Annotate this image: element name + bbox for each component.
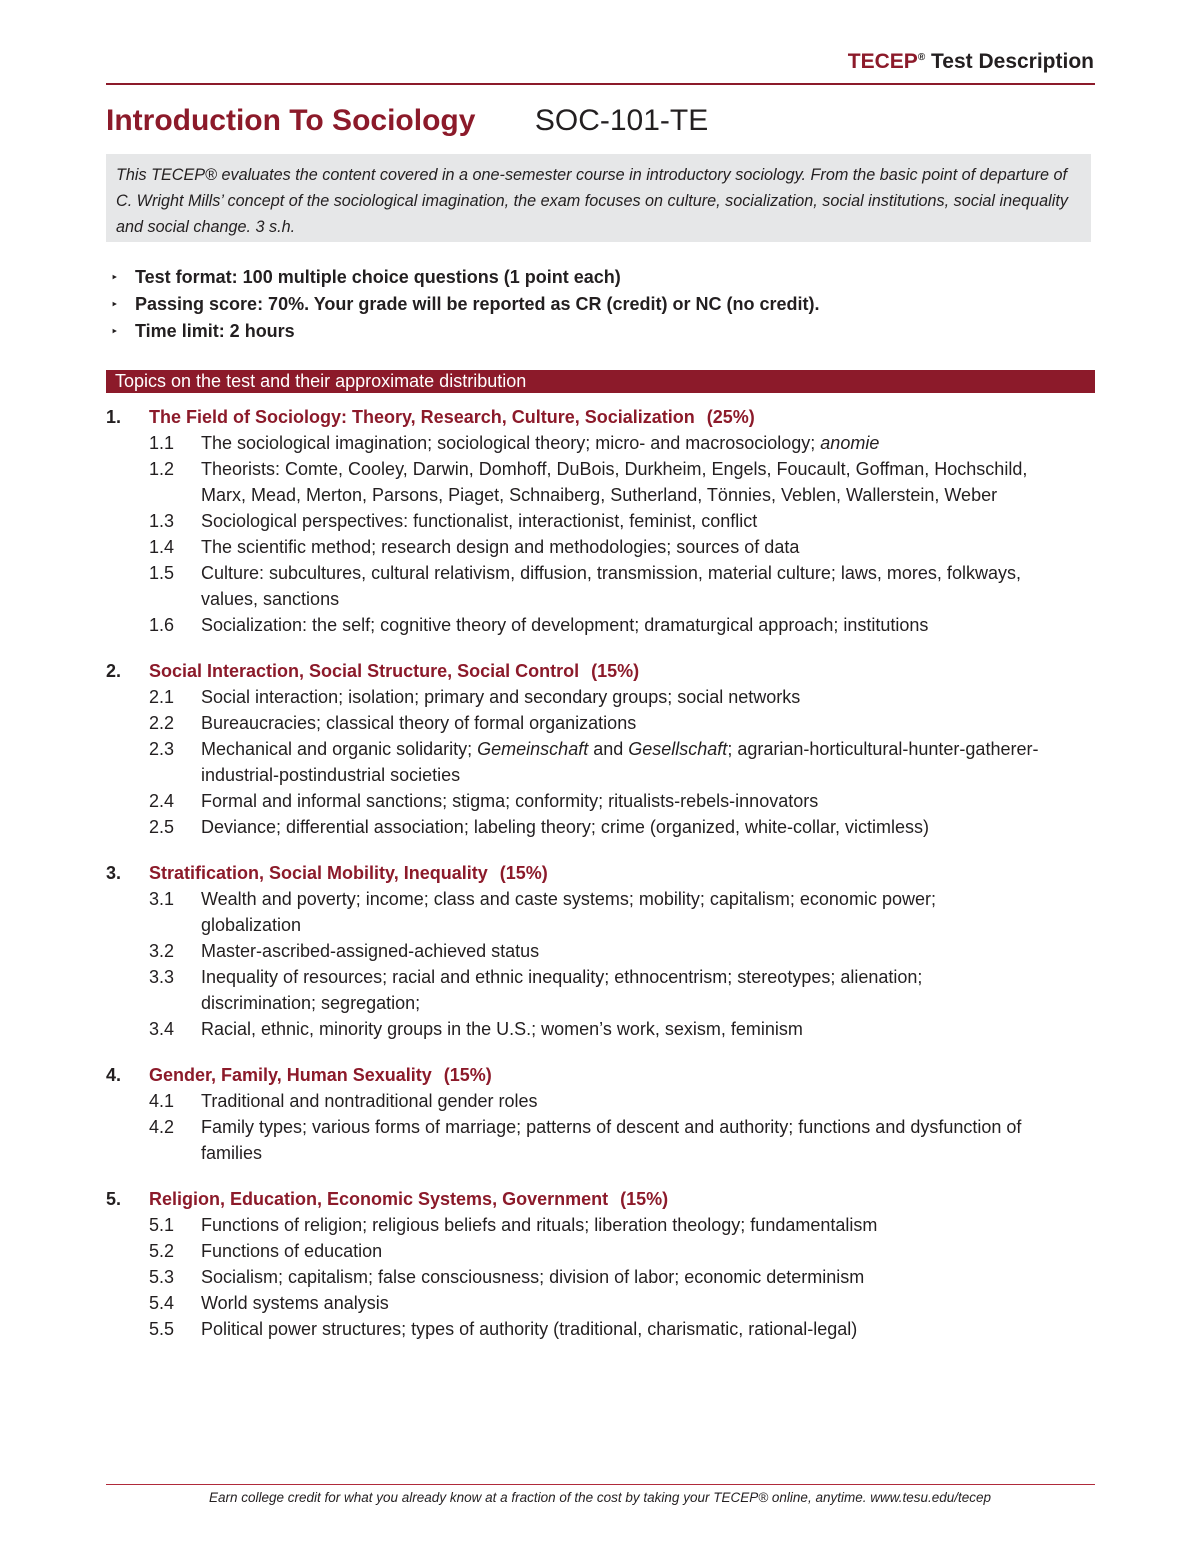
subtopic-number: 5.2 (149, 1241, 175, 1261)
subtopic-number: 1.1 (149, 433, 175, 453)
brand-name: TECEP (847, 50, 918, 73)
subtopic-text: Socialization: the self; cognitive theory of development; dramaturgical approach; institutions (201, 615, 929, 635)
subtopic-text: Mechanical and organic solidarity; Gemeinschaft and Gesellschaft; agrarian-horticultural-hunter-gatherer-industrial-postindustrial societies (201, 739, 1039, 785)
subtopic-number: 4.1 (149, 1091, 175, 1111)
subtopic-text: Socialism; capitalism; false consciousness; division of labor; economic determinism (201, 1267, 865, 1287)
header-label: Test Description (925, 50, 1094, 73)
subtopic-item (106, 612, 1095, 638)
topic-section (106, 1186, 1095, 1342)
subtopic-item (106, 1114, 1095, 1166)
subtopic-text: Traditional and nontraditional gender roles (201, 1091, 538, 1111)
subtopic-item (106, 1316, 1095, 1342)
subtopic-text: Bureaucracies; classical theory of formal organizations (201, 713, 637, 733)
topic-number: 3. (106, 863, 122, 883)
topics-band: Topics on the test and their approximate distribution (106, 370, 1095, 393)
bullet-icon: ‣ (111, 272, 119, 284)
subtopic-text: The sociological imagination; sociological theory; micro- and macrosociology; anomie (201, 433, 880, 453)
topic-section (106, 1062, 1095, 1166)
subtopic-text: Wealth and poverty; income; class and caste systems; mobility; capitalism; economic power; globalization (201, 889, 936, 935)
topic-number: 1. (106, 407, 122, 427)
subtopic-number: 1.6 (149, 615, 175, 635)
subtopic-item (106, 430, 1095, 456)
subtopic-number: 4.2 (149, 1117, 175, 1137)
subtopic-item (106, 560, 1095, 612)
footer-text: Earn college credit for what you already know at a fraction of the cost by taking your TECEP® online, anytime. www.tesu.edu/tecep (208, 1490, 992, 1505)
subtopic-text: Master-ascribed-assigned-achieved status (201, 941, 540, 961)
document-header (848, 50, 1094, 74)
topic-heading (106, 658, 1095, 684)
topics-list (106, 404, 1095, 1362)
topic-title: Gender, Family, Human Sexuality (149, 1065, 432, 1085)
subtopic-text: Culture: subcultures, cultural relativism, diffusion, transmission, material culture; laws, mores, folkways, values, sanctions (201, 563, 1021, 609)
subtopic-text: Functions of religion; religious beliefs and rituals; liberation theology; fundamentalism (201, 1215, 878, 1235)
subtopic-number: 3.1 (149, 889, 175, 909)
test-info-item (106, 291, 820, 318)
bullet-icon: ‣ (111, 326, 119, 338)
subtopic-number: 3.3 (149, 967, 175, 987)
topic-percentage: (15%) (499, 863, 548, 883)
topic-section (106, 860, 1095, 1042)
subtopic-text: Functions of education (201, 1241, 383, 1261)
subtopic-item (106, 1212, 1095, 1238)
subtopic-item (106, 1264, 1095, 1290)
header-divider (106, 83, 1095, 85)
subtopic-item (106, 1016, 1095, 1042)
subtopic-number: 3.4 (149, 1019, 175, 1039)
course-code: SOC-101-TE (534, 104, 709, 137)
test-info-text: Passing score: 70%. Your grade will be reported as CR (credit) or NC (no credit). (135, 294, 820, 314)
subtopic-text: Deviance; differential association; labeling theory; crime (organized, white-collar, victimless) (201, 817, 929, 837)
course-description: This TECEP® evaluates the content covered in a one-semester course in introductory sociology. From the basic point of departure of C. Wright Mills’ concept of the sociological imagination, the exam focuses on culture, socialization, social institutions, social inequality and social change. 3 s.h. (106, 154, 1091, 242)
subtopic-item (106, 684, 1095, 710)
topic-title: Religion, Education, Economic Systems, Government (149, 1189, 609, 1209)
subtopic-text: Inequality of resources; racial and ethnic inequality; ethnocentrism; stereotypes; alienation; discrimination; segregation; (201, 967, 923, 1013)
topic-section (106, 404, 1095, 638)
topic-title: Stratification, Social Mobility, Inequality (149, 863, 488, 883)
topic-percentage: (15%) (620, 1189, 669, 1209)
test-info-item (106, 264, 820, 291)
subtopic-item (106, 710, 1095, 736)
subtopic-item (106, 456, 1095, 508)
registered-mark: ® (917, 52, 926, 63)
topic-percentage: (15%) (591, 661, 640, 681)
subtopic-item (106, 1088, 1095, 1114)
subtopic-text: Political power structures; types of authority (traditional, charismatic, rational-legal) (201, 1319, 858, 1339)
subtopic-item (106, 814, 1095, 840)
topic-heading (106, 1062, 1095, 1088)
test-info-text: Test format: 100 multiple choice questions (1 point each) (135, 267, 621, 287)
subtopic-number: 3.2 (149, 941, 175, 961)
topic-percentage: (25%) (706, 407, 755, 427)
subtopic-item (106, 1238, 1095, 1264)
test-info-text: Time limit: 2 hours (135, 321, 295, 341)
topic-number: 2. (106, 661, 122, 681)
subtopic-number: 2.3 (149, 739, 175, 759)
subtopic-item (106, 508, 1095, 534)
subtopic-number: 2.4 (149, 791, 175, 811)
subtopic-text: The scientific method; research design and methodologies; sources of data (201, 537, 800, 557)
page-title: Introduction To Sociology (106, 104, 476, 137)
subtopic-text: Racial, ethnic, minority groups in the U.S.; women’s work, sexism, feminism (201, 1019, 803, 1039)
subtopic-item (106, 938, 1095, 964)
subtopic-text: Sociological perspectives: functionalist, interactionist, feminist, conflict (201, 511, 758, 531)
subtopic-number: 1.5 (149, 563, 175, 583)
subtopic-item (106, 1290, 1095, 1316)
subtopic-item (106, 736, 1095, 788)
subtopic-number: 5.5 (149, 1319, 175, 1339)
topic-title: The Field of Sociology: Theory, Research, Culture, Socialization (149, 407, 695, 427)
test-info-list (106, 264, 820, 345)
test-info-item (106, 318, 820, 345)
subtopic-text: Formal and informal sanctions; stigma; conformity; ritualists-rebels-innovators (201, 791, 819, 811)
bullet-icon: ‣ (111, 299, 119, 311)
topic-number: 4. (106, 1065, 122, 1085)
topic-percentage: (15%) (443, 1065, 492, 1085)
topic-title: Social Interaction, Social Structure, Social Control (149, 661, 580, 681)
subtopic-text: Social interaction; isolation; primary and secondary groups; social networks (201, 687, 801, 707)
title-row (106, 104, 708, 138)
topic-heading (106, 404, 1095, 430)
subtopic-number: 5.1 (149, 1215, 175, 1235)
subtopic-text: Family types; various forms of marriage; patterns of descent and authority; functions and dysfunction of families (201, 1117, 1022, 1163)
subtopic-text: World systems analysis (201, 1293, 389, 1313)
subtopic-number: 1.4 (149, 537, 175, 557)
subtopic-item (106, 788, 1095, 814)
subtopic-number: 5.3 (149, 1267, 175, 1287)
subtopic-number: 5.4 (149, 1293, 175, 1313)
subtopic-number: 2.5 (149, 817, 175, 837)
subtopic-number: 1.3 (149, 511, 175, 531)
topic-heading (106, 1186, 1095, 1212)
subtopic-item (106, 534, 1095, 560)
subtopic-number: 2.1 (149, 687, 175, 707)
subtopic-number: 2.2 (149, 713, 175, 733)
footer-divider (106, 1484, 1095, 1485)
subtopic-item (106, 964, 1095, 1016)
subtopic-text: Theorists: Comte, Cooley, Darwin, Domhoff, DuBois, Durkheim, Engels, Foucault, Goffman, Hochschild, Marx, Mead, Merton, Parsons, Piaget, Schnaiberg, Sutherland, Tönnies, Veblen, Wallerstein, Weber (201, 459, 1028, 505)
topic-number: 5. (106, 1189, 122, 1209)
subtopic-number: 1.2 (149, 459, 175, 479)
topic-section (106, 658, 1095, 840)
topic-heading (106, 860, 1095, 886)
subtopic-item (106, 886, 1095, 938)
